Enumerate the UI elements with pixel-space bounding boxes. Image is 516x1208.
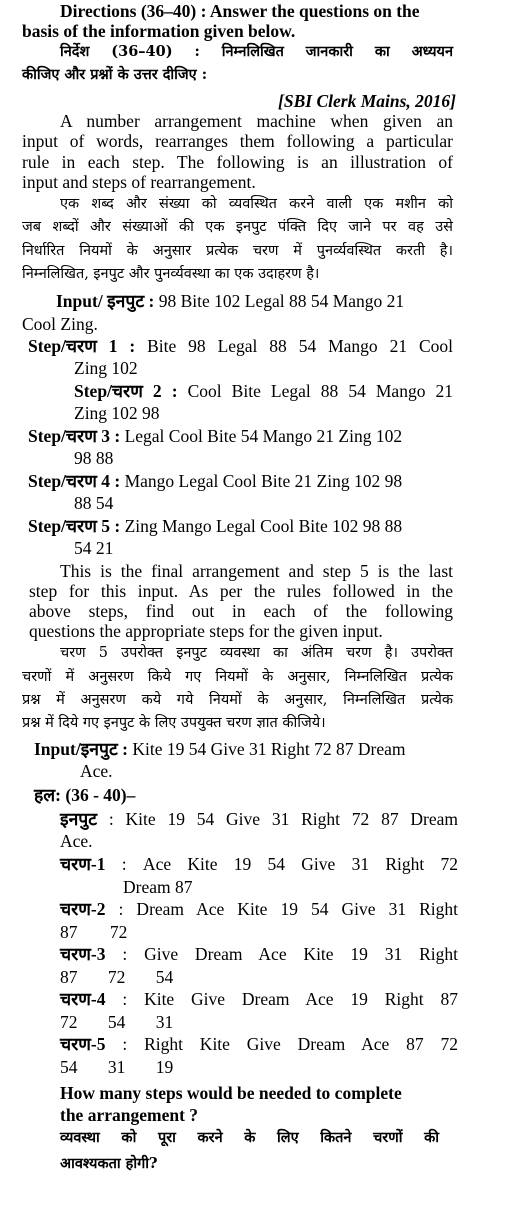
directions-en-line-1: Directions (36–40) : Answer the questions on the	[60, 1, 420, 21]
solution-step-3-label: चरण-3	[60, 944, 106, 964]
example-step-1-continued: Zing 102	[74, 358, 138, 378]
solution-input-text: : Kite 19 54 Give 31 Right 72 87 Dream	[108, 809, 458, 829]
example-input-label: Input/ इनपुट :	[56, 291, 155, 311]
solution-step-5	[60, 1033, 458, 1055]
solution-step-4-text: : Kite Give Dream Ace 19 Right 87	[122, 989, 458, 1009]
question-input-text: Kite 19 54 Give 31 Right 72 87 Dream	[132, 739, 406, 759]
solution-step-4-label: चरण-4	[60, 989, 106, 1009]
question-hi-line-1: व्यवस्था को पूरा करने के लिए कितने चरणों की	[60, 1129, 439, 1146]
example-step-1	[28, 335, 453, 357]
para-en-line-4: input and steps of rearrangement.	[22, 172, 256, 192]
final-hi-line-2: चरणों में अनुसरण किये गए नियमों के अनुसार, निम्नलिखित प्रत्येक	[22, 669, 453, 685]
directions-en-line-2: basis of the information given below.	[22, 21, 296, 41]
example-step-4	[28, 470, 402, 492]
source-citation: [SBI Clerk Mains, 2016]	[278, 91, 456, 111]
final-hi-line-3: प्रश्न में अनुसरण कये गये नियमों के अनुसार, निम्नलिखित प्रत्येक	[22, 692, 453, 708]
solution-step-1-label: चरण-1	[60, 854, 106, 874]
directions-hi-line-2: कीजिए और प्रश्नों के उत्तर दीजिए :	[22, 66, 208, 83]
question-input-continued: Ace.	[80, 761, 113, 781]
solution-step-3-continued: 87 72 54	[60, 967, 174, 987]
solution-input	[60, 808, 458, 830]
example-input-text: 98 Bite 102 Legal 88 54 Mango 21	[158, 291, 405, 311]
example-step-1-label: Step/चरण 1 :	[28, 336, 136, 356]
example-input	[56, 290, 404, 312]
directions-hi-line-1: निर्देश (36–40) : निम्नलिखित जानकारी का अध्ययन	[60, 43, 453, 60]
solution-step-1-text: : Ace Kite 19 54 Give 31 Right 72	[121, 854, 459, 874]
solution-step-5-continued: 54 31 19	[60, 1057, 174, 1077]
solution-step-2	[60, 898, 458, 920]
solution-input-continued: Ace.	[60, 831, 93, 851]
para-hi-line-3: निर्धारित नियमों के अनुसार प्रत्येक चरण में पुनर्व्यवस्थित करती है।	[22, 243, 453, 259]
para-en-line-3: rule in each step. The following is an illustration of	[22, 152, 453, 172]
example-step-5	[28, 515, 402, 537]
solution-step-3	[60, 943, 458, 965]
para-hi-line-1: एक शब्द और संख्या को व्यवस्थित करने वाली एक मशीन को	[60, 196, 453, 212]
para-en-line-1: A number arrangement machine when given an	[60, 111, 453, 131]
example-step-4-continued: 88 54	[74, 493, 114, 513]
example-step-3-continued: 98 88	[74, 448, 114, 468]
final-en-line-4: questions the appropriate steps for the given input.	[29, 621, 383, 641]
example-step-1-text: Bite 98 Legal 88 54 Mango 21 Cool	[147, 336, 453, 356]
example-step-2-label: Step/चरण 2 :	[74, 381, 178, 401]
final-en-line-3: above steps, find out in each of the following	[29, 601, 453, 621]
solution-step-1	[60, 853, 458, 875]
question-hi-line-2: आवश्यकता होगी?	[60, 1155, 158, 1172]
solution-step-2-label: चरण-2	[60, 899, 106, 919]
example-step-5-continued: 54 21	[74, 538, 114, 558]
question-input	[34, 738, 406, 760]
question-en-line-2: the arrangement ?	[60, 1105, 199, 1125]
example-step-3-label: Step/चरण 3 :	[28, 426, 121, 446]
question-input-label: Input/इनपुट :	[34, 739, 128, 759]
para-en-line-2: input of words, rearranges them following a particular	[22, 131, 453, 151]
para-hi-line-2: जब शब्दों और संख्याओं की एक इनपुट पंक्ति दिए जाने पर वह उसे	[22, 219, 453, 235]
final-en-line-2: step for this input. As per the rules followed in the	[29, 581, 453, 601]
solution-step-1-continued: Dream 87	[123, 877, 193, 897]
example-step-3-text: Legal Cool Bite 54 Mango 21 Zing 102	[124, 426, 403, 446]
para-hi-line-4: निम्नलिखित, इनपुट और पुनर्व्यवस्था का एक उदाहरण है।	[22, 266, 320, 282]
question-en-line-1: How many steps would be needed to complete	[60, 1083, 402, 1103]
example-step-4-label: Step/चरण 4 :	[28, 471, 121, 491]
example-step-4-text: Mango Legal Cool Bite 21 Zing 102 98	[124, 471, 403, 491]
solution-step-3-text: : Give Dream Ace Kite 19 31 Right	[122, 944, 458, 964]
solution-step-5-text: : Right Kite Give Dream Ace 87 72	[122, 1034, 458, 1054]
example-step-5-text: Zing Mango Legal Cool Bite 102 98 88	[124, 516, 403, 536]
example-step-5-label: Step/चरण 5 :	[28, 516, 121, 536]
example-step-2-text: Cool Bite Legal 88 54 Mango 21	[187, 381, 453, 401]
final-hi-line-1: चरण 5 उपरोक्त इनपुट व्यवस्था का अंतिम चरण है। उपरोक्त	[60, 645, 453, 661]
final-hi-line-4: प्रश्न में दिये गए इनपुट के लिए उपयुक्त चरण ज्ञात कीजिये।	[22, 715, 326, 731]
example-step-2	[74, 380, 453, 402]
solution-step-4-continued: 72 54 31	[60, 1012, 174, 1032]
example-input-continued: Cool Zing.	[22, 314, 98, 334]
solution-step-2-text: : Dream Ace Kite 19 54 Give 31 Right	[118, 899, 458, 919]
solution-step-4	[60, 988, 458, 1010]
solution-step-2-continued: 87 72	[60, 922, 128, 942]
example-step-3	[28, 425, 402, 447]
example-step-2-continued: Zing 102 98	[74, 403, 160, 423]
solution-step-5-label: चरण-5	[60, 1034, 106, 1054]
solution-heading: हल: (36 - 40)–	[34, 785, 136, 805]
solution-input-label: इनपुट	[60, 809, 98, 829]
final-en-line-1: This is the final arrangement and step 5 is the last	[60, 561, 453, 581]
